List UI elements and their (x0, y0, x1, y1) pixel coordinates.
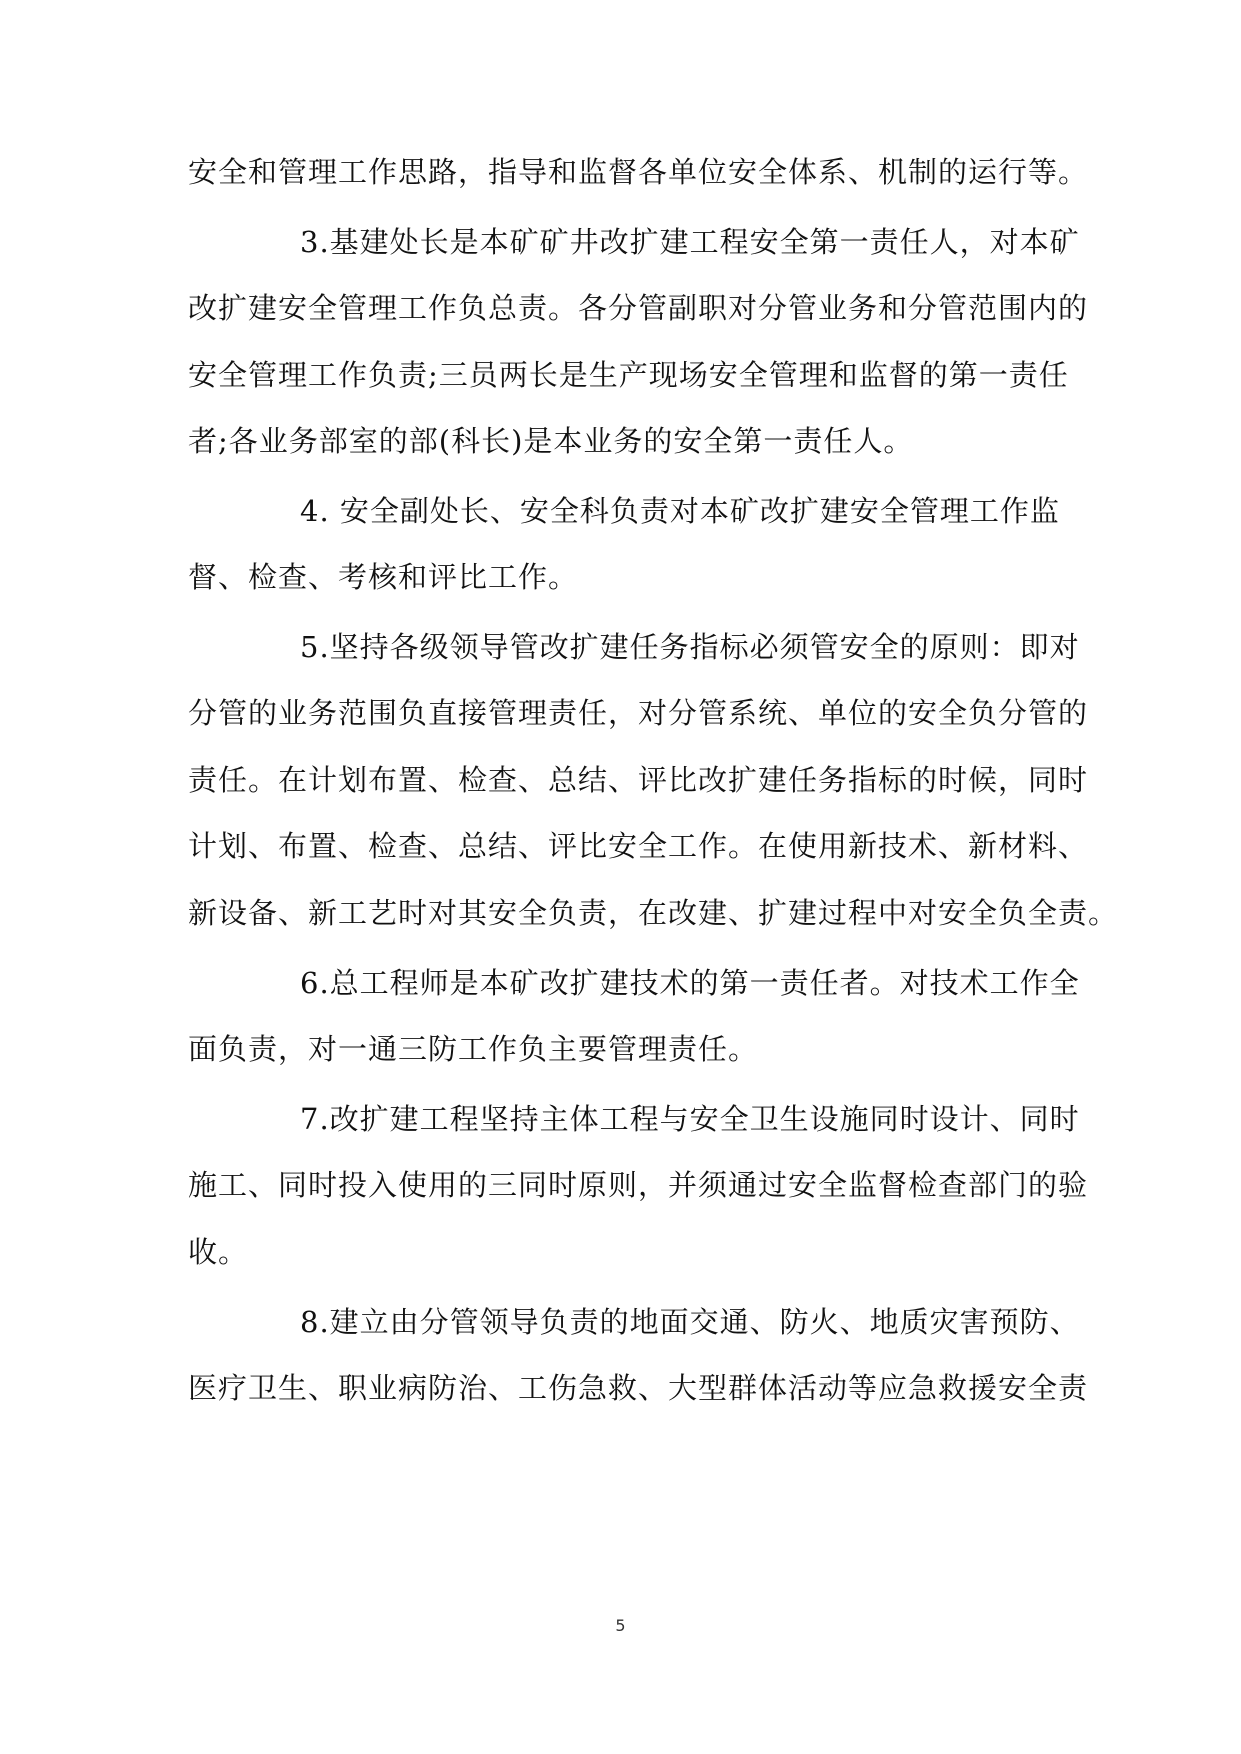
text-line-19: 医疗卫生、职业病防治、工伤急救、大型群体活动等应急救援安全责 (188, 1371, 1089, 1405)
page-number: 5 (615, 1616, 626, 1635)
text-line-2: 3.基建处长是本矿矿井改扩建工程安全第一责任人，对本矿 (300, 225, 1080, 259)
text-line-8: 5.坚持各级领导管改扩建任务指标必须管安全的原则：即对 (300, 630, 1080, 664)
text-line-4: 安全管理工作负责;三员两长是生产现场安全管理和监督的第一责任 (188, 358, 1069, 392)
text-line-17: 收。 (188, 1235, 249, 1269)
text-line-12: 新设备、新工艺时对其安全负责，在改建、扩建过程中对安全负全责。 (188, 896, 1119, 930)
text-line-9: 分管的业务范围负直接管理责任，对分管系统、单位的安全负分管的 (188, 696, 1089, 730)
text-line-11: 计划、布置、检查、总结、评比安全工作。在使用新技术、新材料、 (188, 829, 1089, 863)
text-line-16: 施工、同时投入使用的三同时原则，并须通过安全监督检查部门的验 (188, 1168, 1089, 1202)
text-line-5: 者;各业务部室的部(科长)是本业务的安全第一责任人。 (188, 424, 914, 458)
text-line-13: 6.总工程师是本矿改扩建技术的第一责任者。对技术工作全 (300, 966, 1080, 1000)
text-line-15: 7.改扩建工程坚持主体工程与安全卫生设施同时设计、同时 (300, 1102, 1080, 1136)
text-line-3: 改扩建安全管理工作负总责。各分管副职对分管业务和分管范围内的 (188, 291, 1089, 325)
text-line-1: 安全和管理工作思路，指导和监督各单位安全体系、机制的运行等。 (188, 155, 1089, 189)
text-line-18: 8.建立由分管领导负责的地面交通、防火、地质灾害预防、 (300, 1305, 1080, 1339)
text-line-14: 面负责，对一通三防工作负主要管理责任。 (188, 1032, 759, 1066)
text-line-7: 督、检查、考核和评比工作。 (188, 560, 579, 594)
text-line-10: 责任。在计划布置、检查、总结、评比改扩建任务指标的时候，同时 (188, 763, 1089, 797)
text-line-6: 4. 安全副处长、安全科负责对本矿改扩建安全管理工作监 (300, 494, 1060, 528)
